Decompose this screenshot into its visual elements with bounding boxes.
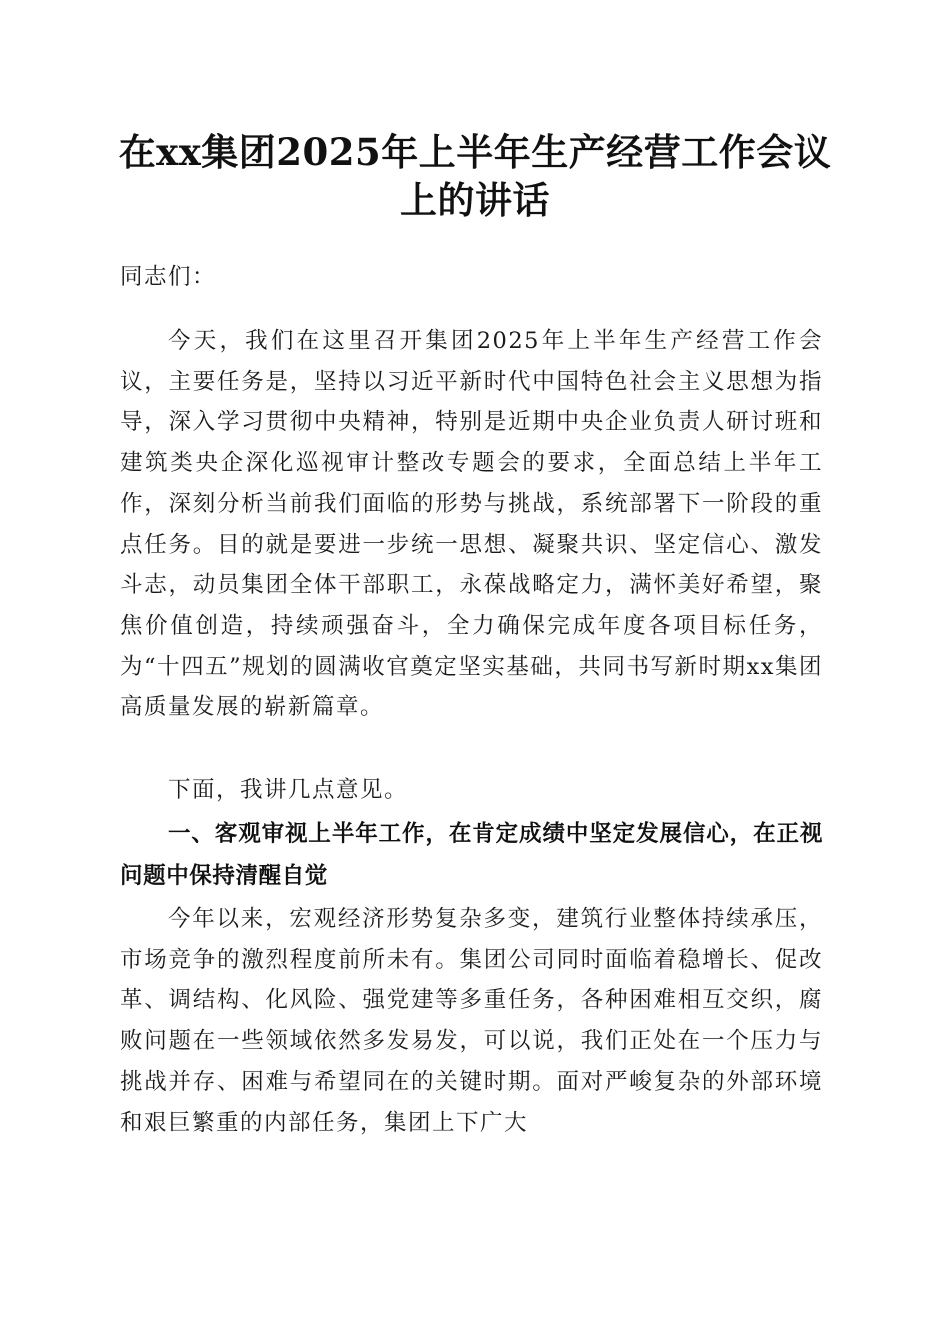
section-1-paragraph: 今年以来，宏观经济形势复杂多变，建筑行业整体持续承压，市场竞争的激烈程度前所未有。集团公司同时面临着稳增长、促改革、调结构、化风险、强党建等多重任务，各种困难相互交织，腐败问题在一些领域依然多发易发，可以说，我们正处在一个压力与挑战并存、困难与希望同在的关键时期。面对严峻复杂的外部环境和艰巨繁重的内部任务，集团上下广大 [120, 906, 823, 1136]
opening-paragraph: 今天，我们在这里召开集团2025年上半年生产经营工作会议，主要任务是，坚持以习近平新时代中国特色社会主义思想为指导，深入学习贯彻中央精神，特别是近期中央企业负责人研讨班和建筑类央企深化巡视审计整改专题会的要求，全面总结上半年工作，深刻分析当前我们面临的形势与挑战，系统部署下一阶段的重点任务。目的就是要进一步统一思想、凝聚共识、坚定信心、激发斗志，动员集团全体干部职工，永葆战略定力，满怀美好希望，聚焦价值创造，持续顽强奋斗，全力确保完成年度各项目标任务，为“十四五”规划的圆满收官奠定坚实基础，共同书写新时期xx集团高质量发展的崭新篇章。 [120, 328, 823, 721]
section-heading-1: 一、客观审视上半年工作，在肯定成绩中坚定发展信心，在正视问题中保持清醒自觉 [120, 821, 823, 889]
salutation: 同志们： [120, 264, 217, 290]
transition-paragraph: 下面，我讲几点意见。 [168, 777, 409, 803]
document-title: 在xx集团2025年上半年生产经营工作会议上的讲话 [118, 130, 832, 222]
